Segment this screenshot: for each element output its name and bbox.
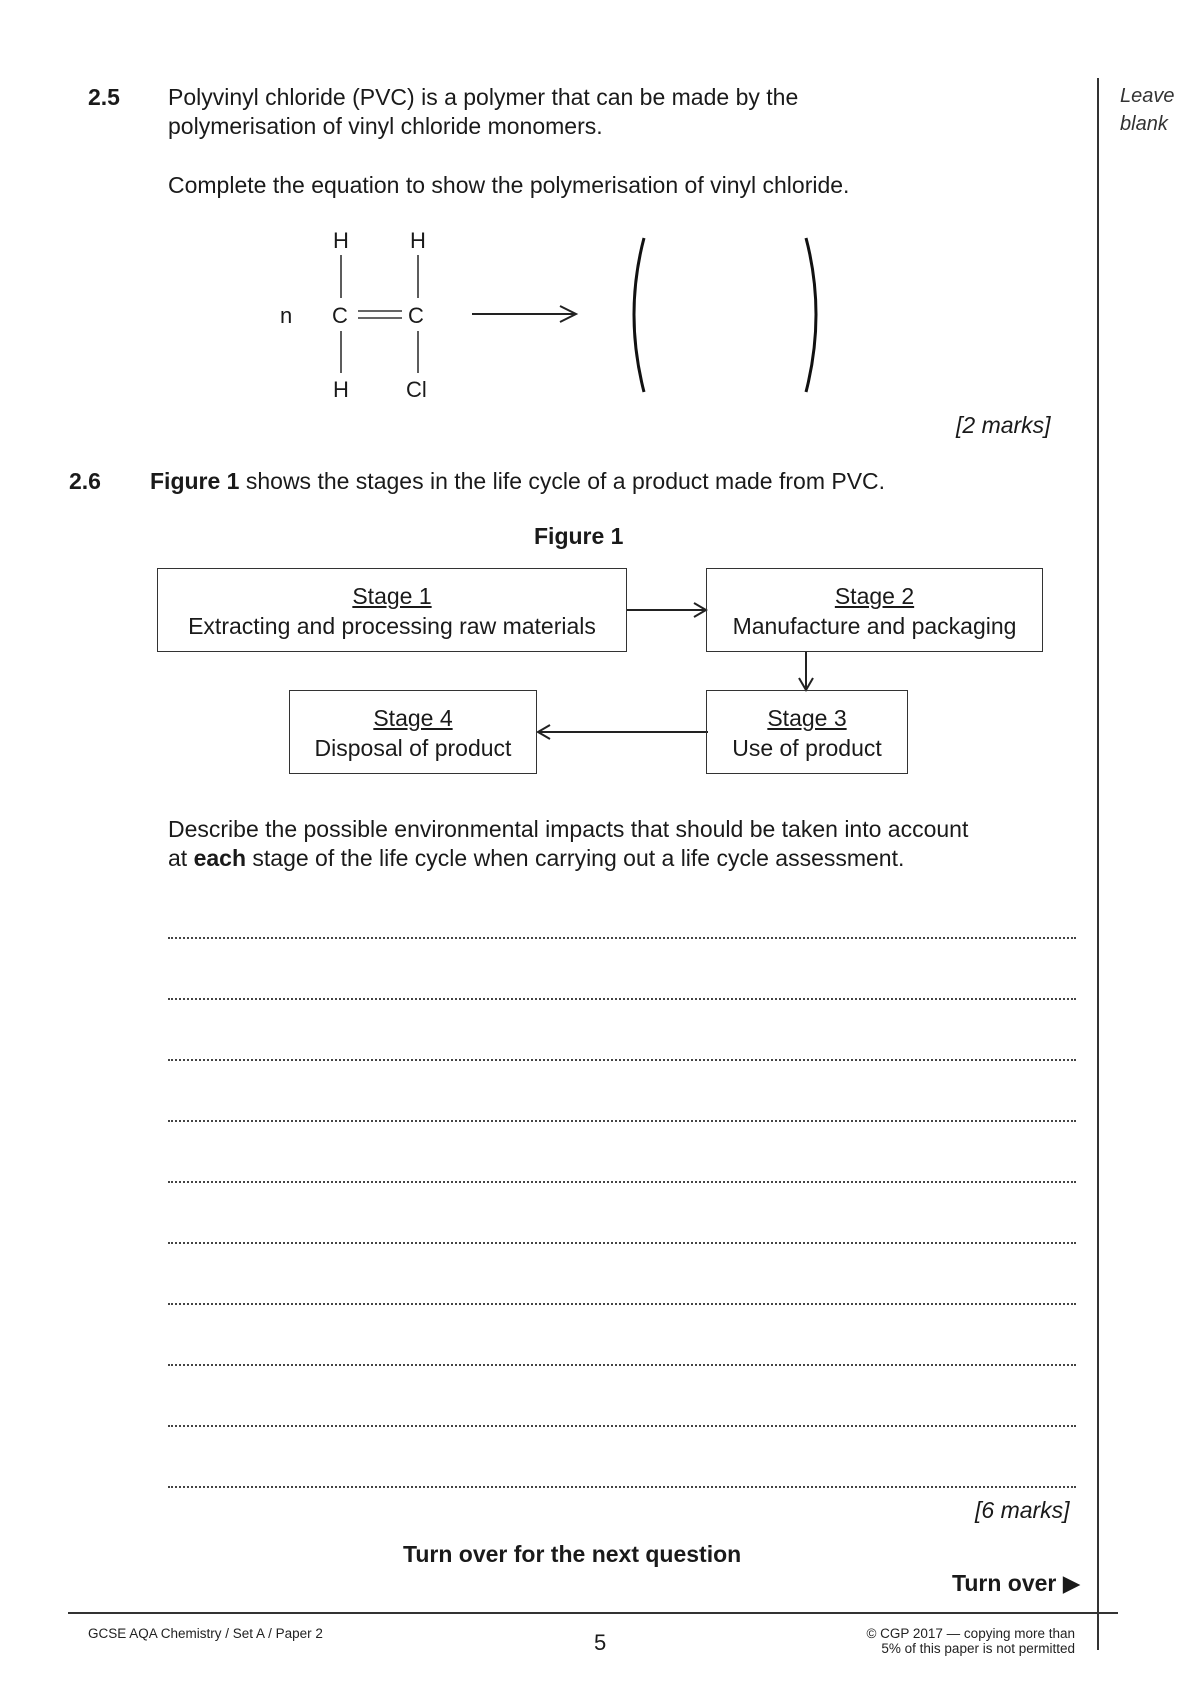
atom-c-left: C: [332, 303, 348, 328]
turn-over: [952, 1570, 1080, 1597]
page-number: 5: [594, 1630, 607, 1655]
atom-c-right: C: [408, 303, 424, 328]
stage-3-title: Stage 3: [767, 705, 847, 731]
stage-4-title: Stage 4: [373, 705, 453, 731]
prompt-post: stage of the life cycle when carrying out a life cycle assessment.: [246, 845, 905, 871]
figure-title: Figure 1: [534, 523, 624, 549]
question-2-6-marks: [6 marks]: [975, 1497, 1070, 1523]
stage-4-text: Disposal of product: [314, 735, 512, 761]
atom-h-bottom-left: H: [333, 377, 349, 402]
footer-copyright: [820, 1626, 1075, 1656]
prompt-line-1: Describe the possible environmental impacts that should be taken into account: [168, 816, 969, 842]
leave-label: Leave: [1120, 85, 1175, 107]
turn-over-label: Turn over: [952, 1570, 1057, 1596]
intro-line-1: Polyvinyl chloride (PVC) is a polymer that can be made by the: [168, 84, 799, 110]
question-2-5-marks: [2 marks]: [956, 412, 1051, 438]
question-2-5-instruction: Complete the equation to show the polymerisation of vinyl chloride.: [168, 172, 850, 198]
answer-line[interactable]: [168, 1486, 1076, 1488]
turn-over-arrow-icon: ▶: [1062, 1570, 1081, 1596]
question-number-2-5: 2.5: [88, 84, 120, 110]
stage-3-text: Use of product: [732, 735, 882, 761]
answer-line[interactable]: [168, 1303, 1076, 1305]
intro-text: shows the stages in the life cycle of a product made from PVC.: [239, 468, 886, 494]
answer-line[interactable]: [168, 937, 1076, 939]
left-bracket: [634, 238, 644, 392]
stage-2-text: Manufacture and packaging: [732, 613, 1017, 639]
stage-1-text: Extracting and processing raw materials: [188, 613, 596, 639]
answer-line[interactable]: [168, 1364, 1076, 1366]
answer-line[interactable]: [168, 1181, 1076, 1183]
prompt-line-2: [168, 844, 968, 873]
stage-3-box: [706, 690, 908, 774]
footer-rule: [68, 1612, 1118, 1614]
answer-line[interactable]: [168, 1120, 1076, 1122]
stage-1-title: Stage 1: [352, 583, 432, 609]
turn-over-next-question: Turn over for the next question: [403, 1541, 742, 1567]
answer-line[interactable]: [168, 1059, 1076, 1061]
atom-h-top-right: H: [410, 228, 426, 253]
coefficient-n: n: [280, 303, 293, 328]
figure-ref: Figure 1: [150, 468, 240, 494]
prompt-emphasis: each: [193, 845, 247, 871]
question-number-2-6: 2.6: [69, 468, 101, 494]
answer-line[interactable]: [168, 998, 1076, 1000]
prompt-pre: at: [168, 845, 194, 871]
answer-line[interactable]: [168, 1425, 1076, 1427]
stage-2-title: Stage 2: [834, 583, 915, 609]
stage-1-box: [157, 568, 627, 652]
stage-4-box: [289, 690, 537, 774]
atom-h-top-left: H: [333, 228, 349, 253]
copyright-line-1: © CGP 2017 — copying more than: [866, 1626, 1075, 1641]
question-2-6-intro: [150, 467, 885, 496]
footer-paper-info: GCSE AQA Chemistry / Set A / Paper 2: [88, 1626, 323, 1641]
right-bracket: [806, 238, 816, 392]
answer-line[interactable]: [168, 1242, 1076, 1244]
blank-label: blank: [1120, 113, 1168, 135]
stage-2-box: [706, 568, 1043, 652]
intro-line-2: polymerisation of vinyl chloride monomers.: [168, 113, 603, 139]
copyright-line-2: 5% of this paper is not permitted: [881, 1641, 1075, 1656]
question-2-6-prompt: [168, 815, 968, 873]
atom-cl-bottom-right: Cl: [406, 377, 427, 402]
